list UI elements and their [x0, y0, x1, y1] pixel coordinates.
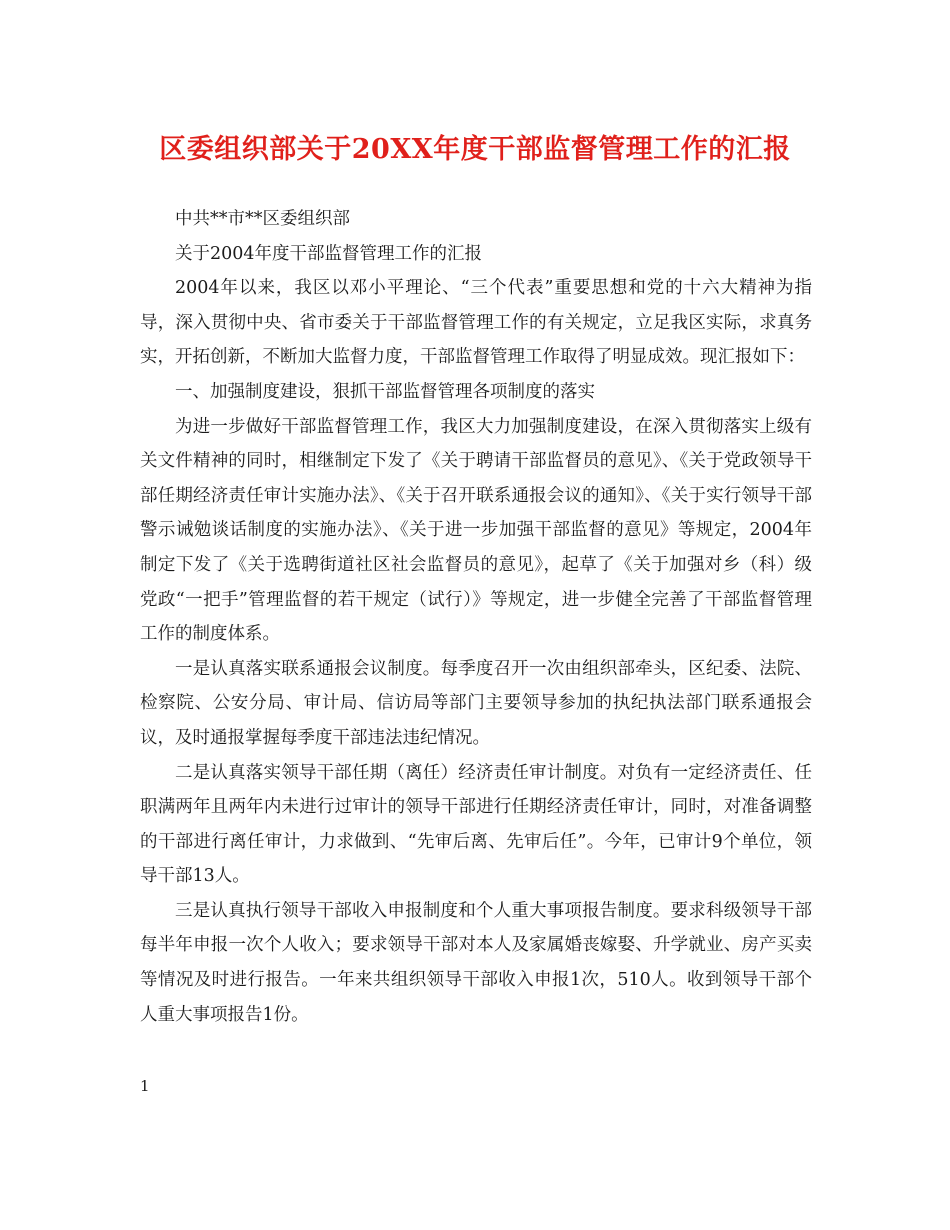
document-body [140, 202, 812, 1032]
paragraph-point-3: 三是认真执行领导干部收入申报制度和个人重大事项报告制度。要求科级领导干部每半年申报一次个人收入；要求领导干部对本人及家属婚丧嫁娶、升学就业、房产买卖等情况及时进行报告。一年来共组织领导干部收入申报1次，510人。收到领导干部个人重大事项报告1份。 [140, 900, 812, 1025]
section-heading-1: 一、加强制度建设，狠抓干部监督管理各项制度的落实 [175, 381, 595, 402]
paragraph-point-1: 一是认真落实联系通报会议制度。每季度召开一次由组织部牵头，区纪委、法院、检察院、公安分局、审计局、信访局等部门主要领导参加的执纪执法部门联系通报会议，及时通报掌握每季度干部违法违纪情况。 [140, 658, 812, 748]
page-number: 1 [140, 1077, 150, 1095]
document-title: 区委组织部关于20XX年度干部监督管理工作的汇报 [159, 134, 791, 165]
paragraph-issuer: 中共**市**区委组织部 [175, 209, 350, 229]
paragraph-intro: 2004年以来，我区以邓小平理论、“三个代表”重要思想和党的十六大精神为指导，深入贯彻中央、省市委关于干部监督管理工作的有关规定，立足我区实际，求真务实，开拓创新，不断加大监督力度，干部监督管理工作取得了明显成效。现汇报如下： [140, 278, 812, 368]
paragraph-point-2: 二是认真落实领导干部任期（离任）经济责任审计制度。对负有一定经济责任、任职满两年且两年内未进行过审计的领导干部进行任期经济责任审计，同时，对准备调整的干部进行离任审计，力求做到、“先审后离、先审后任”。今年，已审计9个单位，领导干部13人。 [140, 762, 812, 887]
paragraph-subtitle: 关于2004年度干部监督管理工作的汇报 [175, 243, 483, 264]
paragraph-system-building: 为进一步做好干部监督管理工作，我区大力加强制度建设，在深入贯彻落实上级有关文件精神的同时，相继制定下发了《关于聘请干部监督员的意见》、《关于党政领导干部任期经济责任审计实施办法》、《关于召开联系通报会议的通知》、《关于实行领导干部警示诫勉谈话制度的实施办法》、《关于进一步加强干部监督的意见》等规定，2004年制定下发了《关于选聘街道社区社会监督员的意见》，起草了《关于加强对乡（科）级党政“一把手”管理监督的若干规定（试行）》等规定，进一步健全完善了干部监督管理工作的制度体系。 [140, 416, 812, 645]
